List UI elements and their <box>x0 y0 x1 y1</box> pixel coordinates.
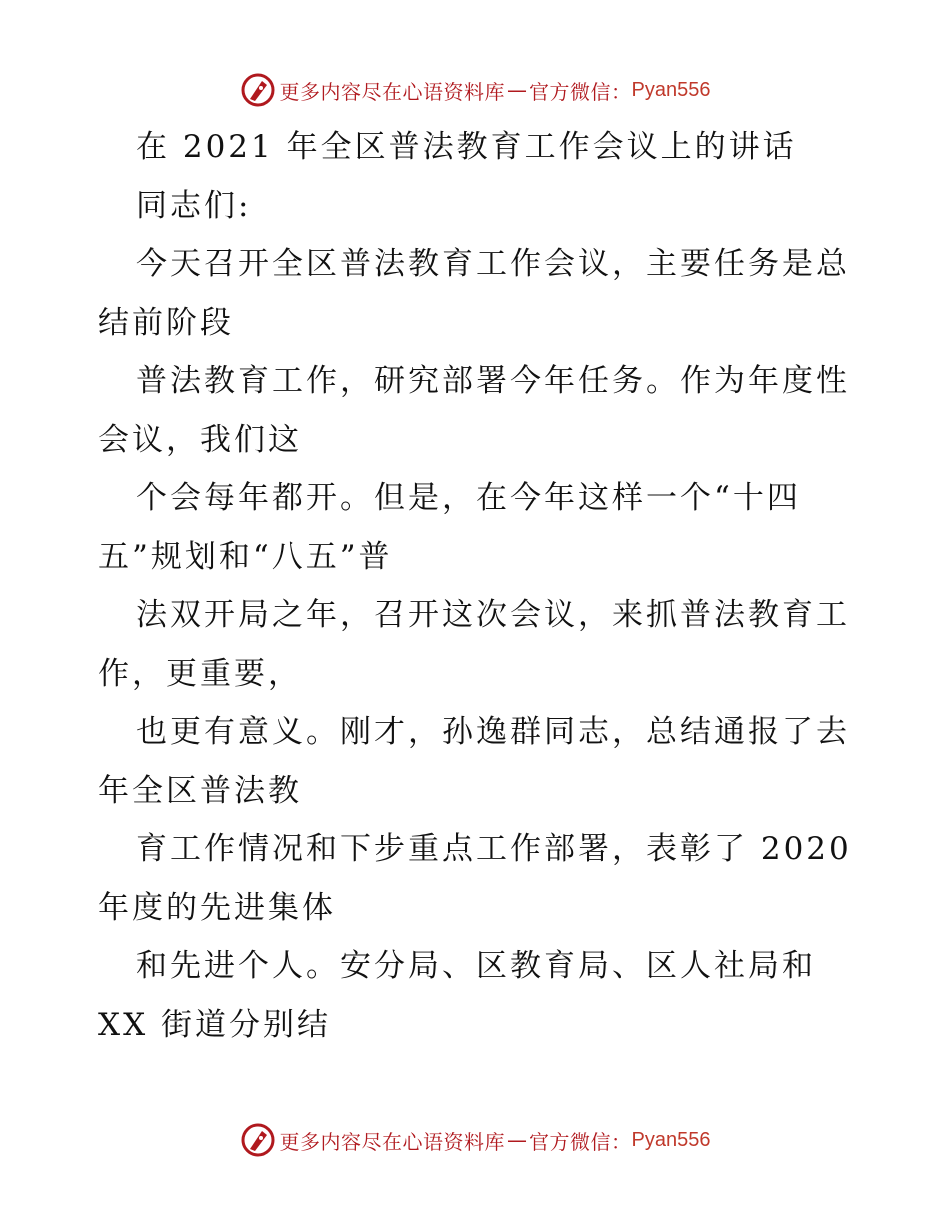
banner-text: 更多内容尽在心语资料库 <box>279 79 506 104</box>
paragraph-line: 会议，我们这 <box>98 421 302 458</box>
banner-wechat-id: Pyan556 <box>631 78 711 101</box>
document-body <box>98 118 858 1054</box>
paragraph-line: 个会每年都开。但是，在今年这样一个“十四 <box>136 480 801 516</box>
paragraph-line: XX 街道分别结 <box>98 1006 331 1043</box>
paragraph-line: 结前阶段 <box>98 304 234 341</box>
banner-separator: — <box>507 1128 528 1152</box>
banner-contact: 官方微信： <box>529 1129 632 1154</box>
pen-nib-logo-icon <box>240 72 276 108</box>
banner-contact: 官方微信： <box>529 79 632 104</box>
paragraph-line: 法双开局之年，召开这次会议，来抓普法教育工 <box>136 597 850 633</box>
paragraph-line: 年度的先进集体 <box>98 889 336 926</box>
paragraph-line: 作，更重要， <box>98 655 302 692</box>
paragraph-line: 育工作情况和下步重点工作部署，表彰了 2020 <box>136 831 852 867</box>
banner-wechat-id: Pyan556 <box>631 1128 711 1151</box>
paragraph-line: 年全区普法教 <box>98 772 302 809</box>
paragraph-line: 和先进个人。安分局、区教育局、区人社局和 <box>136 948 816 984</box>
paragraph-line: 今天召开全区普法教育工作会议，主要任务是总 <box>136 246 850 282</box>
paragraph-line: 也更有意义。刚才，孙逸群同志，总结通报了去 <box>136 714 850 750</box>
banner-text: 更多内容尽在心语资料库 <box>279 1129 506 1154</box>
paragraph-line: 同志们: <box>136 187 252 224</box>
paragraph-line: 五”规划和“八五”普 <box>98 538 393 575</box>
paragraph-line: 普法教育工作，研究部署今年任务。作为年度性 <box>136 363 850 399</box>
header-banner <box>0 70 950 110</box>
document-title: 在 2021 年全区普法教育工作会议上的讲话 <box>136 129 797 165</box>
footer-banner <box>0 1120 950 1160</box>
pen-nib-logo-icon <box>240 1122 276 1158</box>
banner-separator: — <box>507 78 528 102</box>
